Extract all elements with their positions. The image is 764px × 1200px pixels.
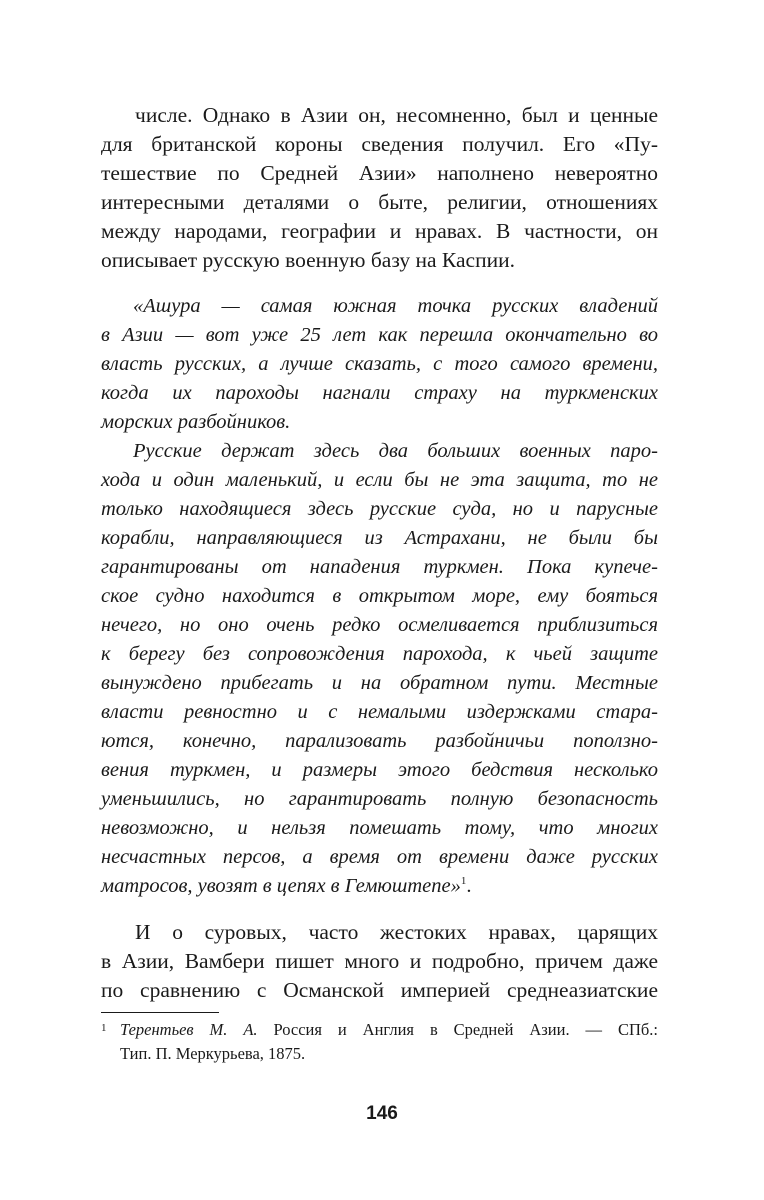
quote-line: когда их пароходы нагнали страху на туркменских — [101, 382, 658, 404]
quote-line: власть русских, а лучше сказать, с того самого времени, — [101, 353, 658, 375]
footnote-line — [120, 1019, 658, 1041]
quote-line: хода и один маленький, и если бы не эта защита, то не — [101, 469, 658, 491]
footnote-mark: 1 — [101, 1022, 107, 1034]
text-line: по сравнению с Османской империей среднеазиатские — [101, 978, 658, 1002]
text-line: интересными деталями о быте, религии, отношениях — [101, 190, 658, 214]
quote-line-text: матросов, увозят в цепях в Гемюштепе» — [101, 875, 461, 897]
text-line: числе. Однако в Азии он, несомненно, был и ценные — [135, 103, 658, 127]
quote-line: Русские держат здесь два больших военных паро- — [133, 440, 658, 462]
text-line: между народами, географии и нравах. В частности, он — [101, 219, 658, 243]
quote-line: несчастных персов, а время от времени даже русских — [101, 846, 658, 868]
footnote-divider — [101, 1012, 219, 1013]
quote-line: морских разбойников. — [101, 411, 291, 433]
text-line: тешествие по Средней Азии» наполнено невероятно — [101, 161, 658, 185]
footnote-title: Россия и Англия в Средней Азии. — СПб.: — [257, 1020, 658, 1039]
text-line: описывает русскую военную базу на Каспии. — [101, 248, 515, 272]
footnote-line: Тип. П. Меркурьева, 1875. — [120, 1044, 306, 1063]
footnote-reference[interactable]: 1 — [460, 875, 467, 888]
quote-line: вения туркмен, и размеры этого бедствия несколько — [101, 759, 658, 781]
footnote-author: Терентьев М. А. — [120, 1020, 258, 1039]
quote-line: корабли, направляющиеся из Астрахани, не были бы — [101, 527, 658, 549]
text-line: для британской короны сведения получил. Его «Пу- — [101, 132, 658, 156]
quote-line: невозможно, и нельзя помешать тому, что многих — [101, 817, 658, 839]
quote-line: власти ревностно и с немалыми издержками стара- — [101, 701, 658, 723]
quote-line: гарантированы от нападения туркмен. Пока купече- — [101, 556, 658, 578]
quote-line: вынуждено прибегать и на обратном пути. Местные — [101, 672, 658, 694]
quote-line: «Ашура — самая южная точка русских владений — [133, 295, 658, 317]
quote-line: ются, конечно, парализовать разбойничьи поползно- — [101, 730, 658, 752]
text-line: И о суровых, часто жестоких нравах, царящих — [135, 920, 658, 944]
quote-line: нечего, но оно очень редко осмеливается приблизиться — [101, 614, 658, 636]
quote-line: только находящиеся здесь русские суда, но и парусные — [101, 498, 658, 520]
quote-line: уменьшились, но гарантировать полную безопасность — [101, 788, 658, 810]
quote-line: в Азии — вот уже 25 лет как перешла окончательно во — [101, 324, 658, 346]
quote-last-line — [101, 872, 658, 901]
text-line: в Азии, Вамбери пишет много и подробно, причем даже — [101, 949, 658, 973]
quote-line: к берегу без сопровождения парохода, к чьей защите — [101, 643, 658, 665]
quote-end-punct: . — [466, 875, 472, 897]
page-number: 146 — [366, 1103, 398, 1124]
quote-line: ское судно находится в открытом море, ему бояться — [101, 585, 658, 607]
